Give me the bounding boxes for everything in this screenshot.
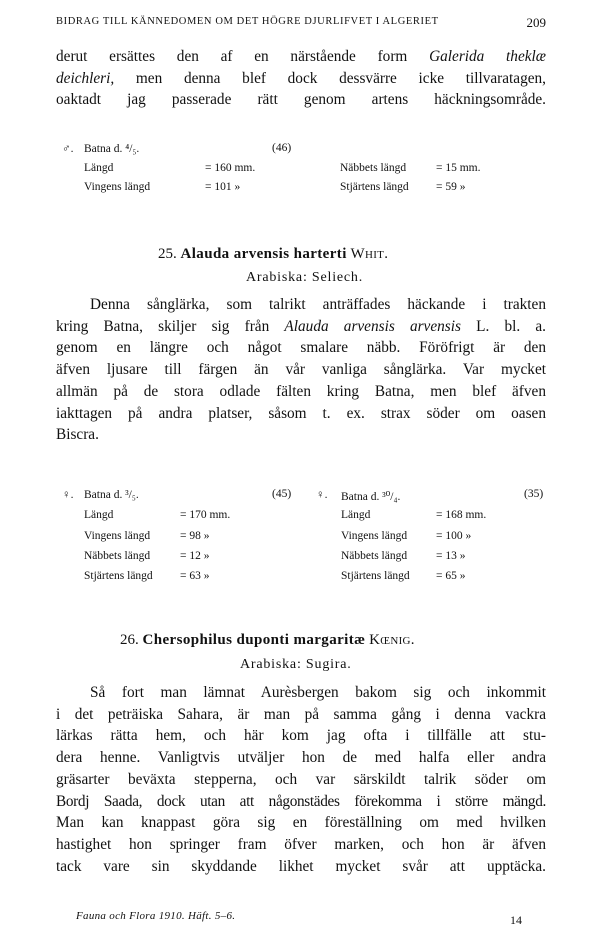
text-line: Så fort man lämnat Aurèsbergen bakom sig och inkommit <box>90 684 546 701</box>
text-line: äfven ljusare till färgen än vår vanliga sånglärka. Var mycket <box>56 361 546 379</box>
measure-label: Näbbets längd <box>84 550 151 562</box>
measure-value: = 160 mm. <box>205 162 256 174</box>
measure-value: = 63 » <box>180 570 210 582</box>
measure-value: = 65 » <box>436 570 466 582</box>
text-line: dera henne. Vanligtvis utväljer hon de med halfa eller andra <box>56 749 546 767</box>
measure-label: Längd <box>341 509 371 521</box>
measure-value: = 101 » <box>205 181 241 193</box>
specimen-count: (46) <box>272 142 292 154</box>
text-line: Biscra. <box>56 426 99 444</box>
sex-symbol: ♂. <box>62 143 74 155</box>
measure-label: Näbbets längd <box>340 162 407 174</box>
text-line: genom en längre och något smalare näbb. Föröfrigt är den <box>56 339 546 357</box>
section-number: 25. <box>158 246 177 262</box>
measure-label: Längd <box>84 162 114 174</box>
text-line: i det peträiska Sahara, är man på samma gång i denna vackra <box>56 705 546 723</box>
text-line: Bordj Saada, dock utan att någonstädes förekomma i större mängd. <box>56 792 546 810</box>
measure-label: Längd <box>84 509 114 521</box>
text-line: deichleri, men denna blef dock dessvärre icke tillvaratagen, <box>56 69 546 87</box>
sex-symbol: ♀. <box>316 489 328 501</box>
species-title: Alauda arvensis harterti <box>180 246 347 262</box>
signature-mark: 14 <box>510 913 522 927</box>
measure-value: = 12 » <box>180 550 210 562</box>
species-name: deichleri, <box>56 69 115 87</box>
measure-label: Vingens längd <box>84 181 151 193</box>
page-number: 209 <box>526 15 546 30</box>
measure-value: = 15 mm. <box>436 162 481 174</box>
journal-footer: Fauna och Flora 1910. Häft. 5–6. <box>76 910 236 922</box>
measure-label: Stjärtens längd <box>84 570 153 582</box>
text-line: lärkas rätta hem, och här kom jag ofta i tillfälle att stu- <box>56 727 546 745</box>
sex-symbol: ♀. <box>62 489 74 501</box>
text-line: Man kan knappast göra sig en föreställning om med hvilken <box>56 814 546 832</box>
running-title: BIDRAG TILL KÄNNEDOMEN OM DET HÖGRE DJURLIFVET I ALGERIET <box>56 16 439 27</box>
measure-label: Näbbets längd <box>341 550 408 562</box>
measure-label: Stjärtens längd <box>341 570 410 582</box>
text-line: oaktadt jag passerade rätt genom artens häckningsområde. <box>56 91 546 109</box>
species-name: Galerida theklæ <box>429 48 546 65</box>
text-line: iakttagen på andra platser, såsom t. ex. strax söder om oasen <box>56 404 546 422</box>
measure-value: = 59 » <box>436 181 466 193</box>
species-author: Whit. <box>350 246 389 262</box>
measure-value: = 13 » <box>436 550 466 562</box>
measure-label: Stjärtens längd <box>340 181 409 193</box>
specimen-locality: Batna d. ³/₅. <box>84 489 139 501</box>
measure-value: = 168 mm. <box>436 509 487 521</box>
measure-value: = 100 » <box>436 530 472 542</box>
specimen-count: (35) <box>524 488 544 500</box>
species-author: Kœnig. <box>369 632 415 648</box>
specimen-locality: Batna d. ⁴/₅. <box>84 143 140 155</box>
text-line: derut ersättes den af en närstående form Galerida theklæ <box>56 48 546 65</box>
species-title: Chersophilus duponti margaritæ <box>142 632 366 648</box>
text-line: hastighet hon springer fram öfver marken, och hon är äfven <box>56 835 546 853</box>
specimen-locality: Batna d. ³⁰/₄. <box>341 491 401 503</box>
section-number: 26. <box>120 632 139 648</box>
measure-label: Vingens längd <box>341 530 408 542</box>
arabic-name-26: Arabiska: Sugira. <box>240 657 352 672</box>
text-line: Denna sånglärka, som talrikt anträffades häckande i trakten <box>90 296 546 313</box>
text-line: tack vare sin skyddande likhet mycket svår att upptäcka. <box>56 857 546 875</box>
species-name: Alauda arvensis arvensis <box>284 317 461 335</box>
text-line: allmän på de stora odlade fälten kring Batna, men blef äfven <box>56 382 546 400</box>
measure-value: = 170 mm. <box>180 509 231 521</box>
measure-label: Vingens längd <box>84 530 151 542</box>
arabic-name-25: Arabiska: Seliech. <box>246 270 364 285</box>
measure-value: = 98 » <box>180 530 210 542</box>
text-line: gräsarter beväxta stepperna, och var särskildt talrik söder om <box>56 770 546 788</box>
specimen-count: (45) <box>272 488 292 500</box>
text-line: kring Batna, skiljer sig från Alauda arvensis arvensis L. bl. a. <box>56 317 546 335</box>
paragraph-26 <box>56 682 546 877</box>
species-heading-26 <box>120 632 415 649</box>
